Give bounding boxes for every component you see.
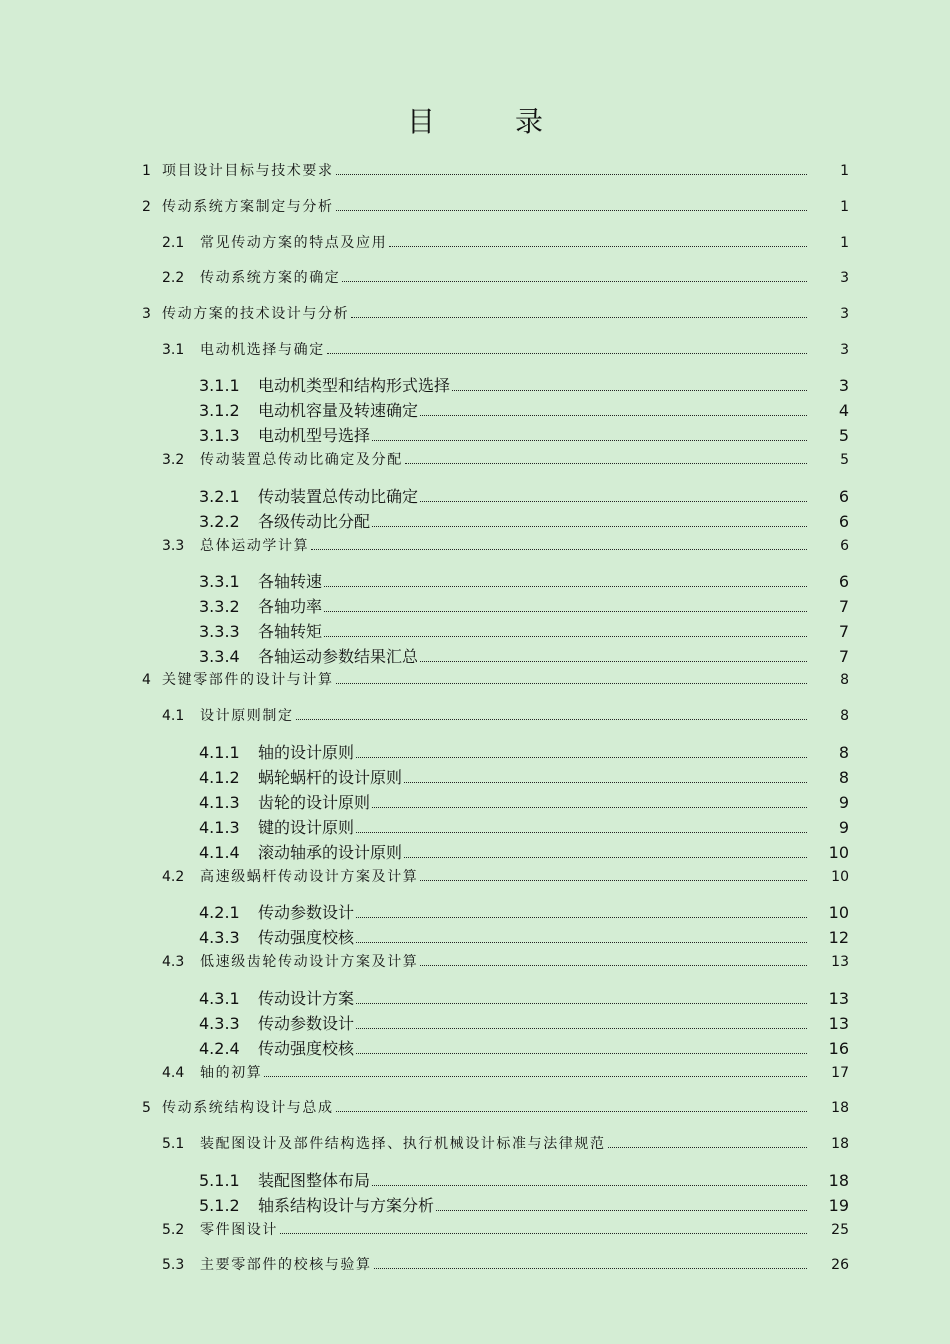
- toc-dot-leader: [356, 916, 807, 918]
- toc-entry-title: 设计原则制定: [200, 708, 294, 724]
- toc-entry-title: 传动参数设计: [258, 1014, 355, 1033]
- toc-entry-number: 4: [142, 672, 151, 688]
- toc-entry-title: 主要零部件的校核与验算: [200, 1257, 372, 1273]
- toc-entry[interactable]: [162, 951, 849, 971]
- toc-entry-title: 电动机型号选择: [258, 426, 371, 445]
- toc-entry-number: 2: [142, 199, 151, 215]
- toc-dot-leader: [452, 389, 807, 391]
- toc-entry-title: 传动设计方案: [258, 989, 355, 1008]
- toc-dot-leader: [351, 316, 807, 318]
- toc-entry[interactable]: [199, 765, 849, 788]
- toc-entry[interactable]: [142, 1097, 849, 1117]
- toc-entry-page-number: 10: [828, 843, 849, 862]
- toc-entry[interactable]: [199, 790, 849, 813]
- toc-entry-number: 2.2: [162, 270, 185, 286]
- toc-entry-number: 3.1: [162, 342, 185, 358]
- toc-entry-title: 各轴转速: [258, 572, 323, 591]
- toc-entry-number: 4.3: [162, 954, 185, 970]
- toc-entry-title: 零件图设计: [200, 1222, 278, 1238]
- toc-entry-title: 传动参数设计: [258, 903, 355, 922]
- toc-dot-leader: [404, 856, 807, 858]
- toc-entry-page-number: 1: [840, 235, 849, 251]
- toc-entry-page-number: 5: [838, 426, 849, 445]
- toc-entry-page-number: 25: [831, 1222, 849, 1238]
- toc-entry[interactable]: [199, 373, 849, 396]
- toc-entry-page-number: 3: [840, 306, 849, 322]
- toc-dot-leader: [420, 660, 807, 662]
- toc-entry-title: 高速级蜗杆传动设计方案及计算: [200, 869, 419, 885]
- toc-entry[interactable]: [162, 232, 849, 252]
- toc-entry-number: 3.3.3: [199, 622, 240, 641]
- toc-dot-leader: [356, 1027, 807, 1029]
- toc-entry-number: 4.3.3: [199, 1014, 240, 1033]
- toc-entry-title: 齿轮的设计原则: [258, 793, 371, 812]
- toc-dot-leader: [372, 439, 807, 441]
- toc-entry-number: 3.2.1: [199, 487, 240, 506]
- toc-entry[interactable]: [142, 303, 849, 323]
- toc-dot-leader: [311, 548, 807, 550]
- toc-entry-number: 4.2.1: [199, 903, 240, 922]
- toc-entry-number: 4.1.3: [199, 793, 240, 812]
- toc-entry[interactable]: [199, 509, 849, 532]
- toc-dot-leader: [327, 352, 807, 354]
- toc-entry-page-number: 3: [840, 270, 849, 286]
- toc-entry-title: 传动装置总传动比确定: [258, 487, 419, 506]
- toc-entry-page-number: 9: [838, 818, 849, 837]
- toc-entry-title: 传动系统方案制定与分析: [162, 199, 334, 215]
- toc-entry[interactable]: [162, 267, 849, 287]
- toc-dot-leader: [356, 1052, 807, 1054]
- toc-dot-leader: [264, 1075, 807, 1077]
- toc-entry-title: 传动系统结构设计与总成: [162, 1100, 334, 1116]
- toc-entry-title: 电动机选择与确定: [200, 342, 325, 358]
- toc-dot-leader: [436, 1209, 807, 1211]
- toc-entry-number: 3.3.1: [199, 572, 240, 591]
- toc-entry-page-number: 10: [831, 869, 849, 885]
- toc-dot-leader: [389, 245, 807, 247]
- toc-dot-leader: [404, 781, 807, 783]
- toc-dot-leader: [356, 831, 807, 833]
- toc-dot-leader: [280, 1232, 807, 1234]
- toc-entry[interactable]: [199, 986, 849, 1009]
- toc-entry-page-number: 17: [831, 1065, 849, 1081]
- toc-entry[interactable]: [199, 925, 849, 948]
- toc-entry-page-number: 10: [828, 903, 849, 922]
- toc-entry-page-number: 13: [828, 989, 849, 1008]
- toc-entry[interactable]: [142, 160, 849, 180]
- toc-entry-title: 传动方案的技术设计与分析: [162, 306, 350, 322]
- toc-entry[interactable]: [199, 1036, 849, 1059]
- toc-entry[interactable]: [162, 1133, 849, 1153]
- toc-entry-title: 电动机类型和结构形式选择: [258, 376, 451, 395]
- toc-entry-number: 5: [142, 1100, 151, 1116]
- toc-dot-leader: [336, 173, 807, 175]
- toc-entry-number: 4.4: [162, 1065, 185, 1081]
- toc-entry[interactable]: [199, 569, 849, 592]
- toc-entry-title: 常见传动方案的特点及应用: [200, 235, 388, 251]
- toc-entry[interactable]: [162, 449, 849, 469]
- toc-entry-number: 3.2.2: [199, 512, 240, 531]
- toc-dot-leader: [374, 1267, 807, 1269]
- toc-entry-title: 轴的设计原则: [258, 743, 355, 762]
- toc-dot-leader: [356, 1002, 807, 1004]
- toc-entry-title: 各轴转矩: [258, 622, 323, 641]
- toc-entry-title: 传动强度校核: [258, 928, 355, 947]
- toc-dot-leader: [420, 879, 807, 881]
- toc-entry-page-number: 1: [840, 163, 849, 179]
- toc-entry[interactable]: [199, 815, 849, 838]
- toc-entry-number: 5.1.2: [199, 1196, 240, 1215]
- toc-entry[interactable]: [162, 1062, 849, 1082]
- toc-entry-page-number: 1: [840, 199, 849, 215]
- toc-entry-page-number: 13: [831, 954, 849, 970]
- toc-entry-number: 5.2: [162, 1222, 185, 1238]
- toc-entry[interactable]: [199, 594, 849, 617]
- toc-entry-page-number: 7: [838, 622, 849, 641]
- toc-entry-title: 电动机容量及转速确定: [258, 401, 419, 420]
- toc-entry-page-number: 18: [831, 1100, 849, 1116]
- toc-entry-page-number: 18: [828, 1171, 849, 1190]
- toc-entry-number: 5.1: [162, 1136, 185, 1152]
- toc-entry-page-number: 3: [840, 342, 849, 358]
- toc-entry[interactable]: [199, 423, 849, 446]
- toc-entry-number: 4.3.3: [199, 928, 240, 947]
- toc-entry-page-number: 9: [838, 793, 849, 812]
- toc-entry-title: 关键零部件的设计与计算: [162, 672, 334, 688]
- toc-entry-number: 4.2: [162, 869, 185, 885]
- toc-entry-page-number: 26: [831, 1257, 849, 1273]
- toc-dot-leader: [336, 1110, 807, 1112]
- toc-entry[interactable]: [199, 484, 849, 507]
- toc-dot-leader: [372, 1184, 807, 1186]
- toc-entry-number: 4.1.1: [199, 743, 240, 762]
- toc-entry-number: 3.1.2: [199, 401, 240, 420]
- toc-dot-leader: [372, 806, 807, 808]
- toc-entry[interactable]: [199, 740, 849, 763]
- toc-dot-leader: [420, 500, 807, 502]
- toc-entry-page-number: 7: [838, 597, 849, 616]
- toc-entry[interactable]: [199, 1193, 849, 1216]
- toc-entry-number: 2.1: [162, 235, 185, 251]
- toc-entry-page-number: 16: [828, 1039, 849, 1058]
- toc-entry-number: 1: [142, 163, 151, 179]
- toc-entry-number: 5.1.1: [199, 1171, 240, 1190]
- toc-entry-title: 各轴功率: [258, 597, 323, 616]
- toc-entry-page-number: 4: [838, 401, 849, 420]
- toc-entry-page-number: 6: [838, 487, 849, 506]
- toc-entry-page-number: 18: [831, 1136, 849, 1152]
- toc-entry-number: 3.3: [162, 538, 185, 554]
- toc-entry[interactable]: [162, 1254, 849, 1274]
- toc-entry[interactable]: [162, 1219, 849, 1239]
- toc-entry[interactable]: [199, 398, 849, 421]
- toc-dot-leader: [405, 462, 807, 464]
- toc-entry-page-number: 8: [840, 708, 849, 724]
- toc-entry-title: 轴系结构设计与方案分析: [258, 1196, 435, 1215]
- toc-entry-title: 蜗轮蜗杆的设计原则: [258, 768, 403, 787]
- toc-entry-number: 3.3.2: [199, 597, 240, 616]
- toc-title: 目 录: [406, 105, 569, 138]
- toc-dot-leader: [420, 964, 807, 966]
- toc-entry-title: 轴的初算: [200, 1065, 263, 1081]
- toc-entry-title: 低速级齿轮传动设计方案及计算: [200, 954, 419, 970]
- toc-entry-number: 4.3.1: [199, 989, 240, 1008]
- toc-entry-title: 装配图设计及部件结构选择、执行机械设计标准与法律规范: [200, 1136, 606, 1152]
- toc-entry-page-number: 8: [838, 768, 849, 787]
- toc-dot-leader: [420, 414, 807, 416]
- toc-entry[interactable]: [199, 840, 849, 863]
- toc-dot-leader: [356, 756, 807, 758]
- toc-entry[interactable]: [162, 535, 849, 555]
- toc-dot-leader: [296, 718, 807, 720]
- toc-entry-page-number: 8: [840, 672, 849, 688]
- toc-entry[interactable]: [199, 1168, 849, 1191]
- toc-dot-leader: [342, 280, 807, 282]
- toc-entry[interactable]: [162, 866, 849, 886]
- toc-entry-page-number: 3: [838, 376, 849, 395]
- toc-entry-number: 3.1.3: [199, 426, 240, 445]
- toc-entry-page-number: 8: [838, 743, 849, 762]
- toc-entry-title: 传动装置总传动比确定及分配: [200, 452, 403, 468]
- toc-entry-title: 传动系统方案的确定: [200, 270, 341, 286]
- toc-entry-title: 传动强度校核: [258, 1039, 355, 1058]
- toc-entry-page-number: 6: [838, 512, 849, 531]
- toc-entry-title: 滚动轴承的设计原则: [258, 843, 403, 862]
- toc-entry-title: 各级传动比分配: [258, 512, 371, 531]
- toc-entry-title: 装配图整体布局: [258, 1171, 371, 1190]
- toc-entry-page-number: 19: [828, 1196, 849, 1215]
- toc-entry[interactable]: [142, 669, 849, 689]
- toc-dot-leader: [324, 635, 807, 637]
- toc-dot-leader: [608, 1146, 807, 1148]
- toc-entry-page-number: 13: [828, 1014, 849, 1033]
- toc-entry-page-number: 7: [838, 647, 849, 666]
- toc-entry-number: 3.2: [162, 452, 185, 468]
- toc-entry[interactable]: [199, 1011, 849, 1034]
- toc-dot-leader: [336, 682, 807, 684]
- toc-entry-title: 项目设计目标与技术要求: [162, 163, 334, 179]
- toc-entry[interactable]: [199, 644, 849, 667]
- toc-dot-leader: [372, 525, 807, 527]
- toc-entry[interactable]: [199, 619, 849, 642]
- toc-dot-leader: [324, 585, 807, 587]
- toc-entry-number: 5.3: [162, 1257, 185, 1273]
- toc-entry-page-number: 5: [840, 452, 849, 468]
- toc-entry[interactable]: [142, 196, 849, 216]
- toc-dot-leader: [356, 941, 807, 943]
- toc-entry-number: 4.1.3: [199, 818, 240, 837]
- toc-entry-number: 3.3.4: [199, 647, 240, 666]
- toc-entry[interactable]: [162, 339, 849, 359]
- toc-entry-number: 4.1.4: [199, 843, 240, 862]
- toc-dot-leader: [336, 209, 807, 211]
- toc-entry[interactable]: [199, 900, 849, 923]
- toc-entry-number: 4.2.4: [199, 1039, 240, 1058]
- toc-entry-title: 各轴运动参数结果汇总: [258, 647, 419, 666]
- toc-entry-number: 3.1.1: [199, 376, 240, 395]
- toc-entry-title: 总体运动学计算: [200, 538, 310, 554]
- toc-entry-title: 键的设计原则: [258, 818, 355, 837]
- toc-entry-page-number: 6: [840, 538, 849, 554]
- toc-entry-number: 4.1.2: [199, 768, 240, 787]
- toc-dot-leader: [324, 610, 807, 612]
- toc-entry[interactable]: [162, 705, 849, 725]
- toc-entry-page-number: 12: [828, 928, 849, 947]
- toc-entry-page-number: 6: [838, 572, 849, 591]
- toc-entry-number: 3: [142, 306, 151, 322]
- toc-entry-number: 4.1: [162, 708, 185, 724]
